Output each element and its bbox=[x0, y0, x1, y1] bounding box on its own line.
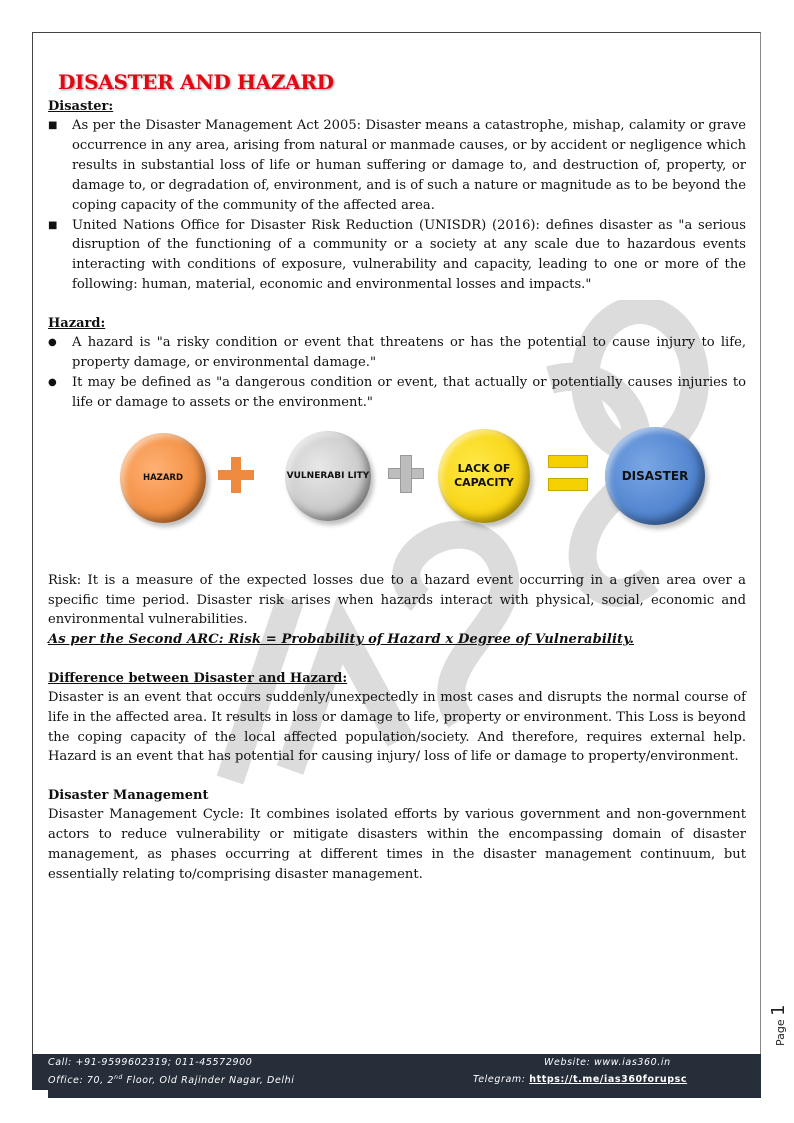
list-item: ■ United Nations Office for Disaster Risk Reduction (UNISDR) (2016): defines disaster as "a serious disruption of the functioning of a community or a society at any scale due to hazardous events interacting with conditions of exposure, vulnerability and capacity, leading to one or more of the following: human, material, economic and environmental losses and impacts." bbox=[48, 217, 746, 293]
list-item: ● It may be defined as "a dangerous condition or event, that actually or potentially causes injuries to life or damage to assets or the environment." bbox=[48, 374, 746, 410]
list-item: ■ As per the Disaster Management Act 2005: Disaster means a catastrophe, mishap, calamity or grave occurrence in any area, arising from natural or manmade causes, or by accident or negligence which results in substantial loss of life or human suffering or damage to, and destruction of, property, or damage to, or degradation of, environment, and is of such a nature or magnitude as to be beyond the coping capacity of the community of the affected area. bbox=[48, 118, 746, 213]
risk-paragraph: Risk: It is a measure of the expected losses due to a hazard event occurring in a given area over a specific time period. Disaster risk arises when hazards interact with physical, social, economic and environmental vulnerabilities. bbox=[48, 572, 746, 628]
bullet-icon: ■ bbox=[48, 120, 58, 131]
management-heading: Disaster Management bbox=[48, 788, 209, 804]
bullet-icon: ● bbox=[48, 376, 57, 388]
disaster-heading: Disaster: bbox=[48, 99, 114, 114]
telegram-link[interactable]: https://t.me/ias360forupsc bbox=[529, 1074, 688, 1085]
footer-office-address: Office: 70, 2nd Floor, Old Rajinder Nagar, Delhi bbox=[48, 1074, 295, 1087]
page-title: DISASTER AND HAZARD bbox=[58, 70, 334, 94]
footer-bar bbox=[32, 1054, 761, 1090]
lack-of-capacity-circle: LACK OF CAPACITY bbox=[438, 429, 530, 523]
page-number: Page 1 bbox=[768, 1004, 789, 1046]
list-item: ● A hazard is "a risky condition or event that threatens or has the potential to cause injury to life, property damage, or environmental damage." bbox=[48, 335, 746, 371]
equals-icon bbox=[548, 455, 588, 493]
vulnerability-circle: VULNERABI LITY bbox=[285, 431, 371, 521]
difference-paragraph: Disaster is an event that occurs suddenly/unexpectedly in most cases and disrupts the normal course of life in the affected area. It results in loss or damage to life, property or environment. This Loss is beyond the coping capacity of the local affected population/society. And therefore, requires external help. Hazard is an event that has potential for causing injury/ loss of life or damage to property/environment. bbox=[48, 689, 746, 765]
footer-shadow bbox=[48, 1090, 761, 1098]
footer-website: Website: www.ias360.in bbox=[544, 1057, 671, 1068]
hazard-bullets bbox=[48, 333, 746, 413]
footer-phone: Call: +91-9599602319; 011-45572900 bbox=[48, 1057, 253, 1068]
disaster-bullets bbox=[48, 116, 746, 295]
hazard-circle: HAZARD bbox=[120, 433, 206, 523]
management-paragraph: Disaster Management Cycle: It combines isolated efforts by various government and non-government actors to reduce vulnerability or mitigate disasters within the encompassing domain of disaster management, as phases occurring at different times in the disaster management continuum, but essentially relating to/comprising disaster management. bbox=[48, 807, 746, 882]
plus-icon bbox=[218, 457, 254, 493]
footer-telegram: Telegram: https://t.me/ias360forupsc bbox=[473, 1074, 688, 1085]
document-content bbox=[48, 70, 746, 884]
bullet-icon: ■ bbox=[48, 219, 58, 231]
disaster-equation-diagram bbox=[48, 421, 746, 571]
bullet-icon: ● bbox=[48, 337, 57, 349]
disaster-circle: DISASTER bbox=[605, 427, 705, 525]
plus-icon bbox=[388, 455, 424, 493]
difference-heading: Difference between Disaster and Hazard: bbox=[48, 670, 348, 686]
hazard-heading: Hazard: bbox=[48, 316, 106, 332]
arc-risk-formula: As per the Second ARC: Risk = Probability of Hazard x Degree of Vulnerability. bbox=[48, 632, 635, 648]
